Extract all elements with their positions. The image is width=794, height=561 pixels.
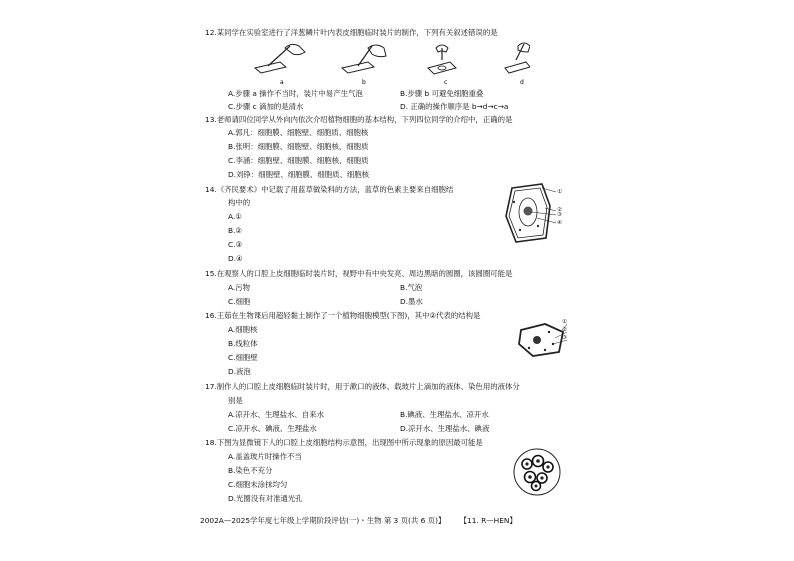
q16-stem: 16.王茹在生物课后用超轻黏土制作了一个植物细胞模型(下图)，其中②代表的结构是 [205,311,481,320]
plant-cell-label-3: ③ [557,212,562,218]
q14-option-c: C.③ [228,240,243,249]
q15-option-c: C.细胞 [228,297,251,306]
q15-option-a: A.污物 [228,283,251,292]
microscope-field-figure [512,447,562,497]
step-a-label: a [280,79,284,86]
q18-option-a: A.盖盖玻片时操作不当 [228,452,302,461]
q14-stem-line1: 14.《齐民要术》中记载了用蓝草做染料的方法，蓝草的色素主要来自细胞结 [205,185,454,194]
q12-option-d: D. 正确的操作顺序是 b→d→c→a [400,102,509,111]
q14-option-d: D.④ [228,254,243,263]
step-c-label: c [444,79,448,86]
step-b-illustration [342,45,386,73]
q15-option-b: B.气泡 [400,283,423,292]
q13-option-a: A.郭凡：细胞膜、细胞壁、细胞质、细胞核 [228,128,369,137]
q15-stem: 15.在观察人的口腔上皮细胞临时装片时，视野中有中央发亮、周边黑暗的圆圈，该圆圈可能是 [205,269,513,278]
q16-option-d: D.液泡 [228,367,251,376]
q12-steps-figure [250,40,530,86]
q15-option-d: D.墨水 [400,297,423,306]
q18-option-c: C.细胞未涂抹均匀 [228,480,288,489]
clay-model-label-3: ③ [562,335,567,341]
q18-option-b: B.染色不充分 [228,466,273,475]
q17-option-b: B.碘液、生理盐水、凉开水 [400,410,489,419]
q16-option-c: C.细胞壁 [228,353,258,362]
page-footer [200,515,517,526]
q14-stem-line2: 构中的 [228,198,251,207]
q12-option-b: B.步骤 b 可避免细胞重叠 [400,89,484,98]
step-c-illustration [428,45,456,74]
q12-option-c: C.步骤 c 滴加的是清水 [228,102,304,111]
q17-option-d: D.凉开水、生理盐水、碘液 [400,424,490,433]
step-a-illustration [255,44,305,73]
clay-cell-model-figure [515,318,569,360]
q13-stem: 13.老师请四位同学从外向内依次介绍植物细胞的基本结构，下列四位同学的介绍中，正确的是 [205,115,513,124]
q17-option-c: C.凉开水、碘液、生理盐水 [228,424,317,433]
q18-stem: 18.下图为显微镜下人的口腔上皮细胞结构示意图，出现图中所示现象的原因最可能是 [205,438,483,447]
step-d-label: d [520,79,524,86]
q12-stem: 12.某同学在实验室进行了洋葱鳞片叶内表皮细胞临时装片的制作，下列有关叙述错误的是 [205,28,498,37]
q17-stem-line1: 17.制作人的口腔上皮细胞临时装片时，用于漱口的液体、载玻片上滴加的液体、染色用的液体分 [205,382,520,391]
q14-option-a: A.① [228,212,242,221]
plant-cell-label-4: ④ [557,220,562,226]
q17-stem-line2: 别是 [228,396,243,405]
q16-option-b: B.线粒体 [228,339,258,348]
plant-cell-label-1: ① [557,189,562,195]
q13-option-c: C.李涵：细胞壁、细胞膜、细胞核、细胞质 [228,156,369,165]
footer-text: 2002A—2025学年度七年级上学期阶段评估(一)・生物 第 3 页(共 6 页)】 [200,516,446,525]
clay-model-label-2: ② [562,327,567,333]
step-b-label: b [362,79,366,86]
q14-option-b: B.② [228,226,243,235]
plant-cell-label-2: ② [557,207,562,213]
footer-code: 【11. R—HEN】 [463,516,517,525]
clay-model-label-1: ① [562,319,567,325]
q13-option-b: B.张明：细胞膜、细胞壁、细胞核、细胞质 [228,142,369,151]
step-d-illustration [505,43,530,73]
q12-option-a: A.步骤 a 操作不当时，装片中易产生气泡 [228,89,363,98]
q13-option-d: D.刘铮：细胞壁、细胞膜、细胞质、细胞核 [228,170,370,179]
q18-option-d: D.光圈没有对准通光孔 [228,494,303,503]
q17-option-a: A.凉开水、生理盐水、自来水 [228,410,324,419]
q16-option-a: A.细胞核 [228,325,258,334]
